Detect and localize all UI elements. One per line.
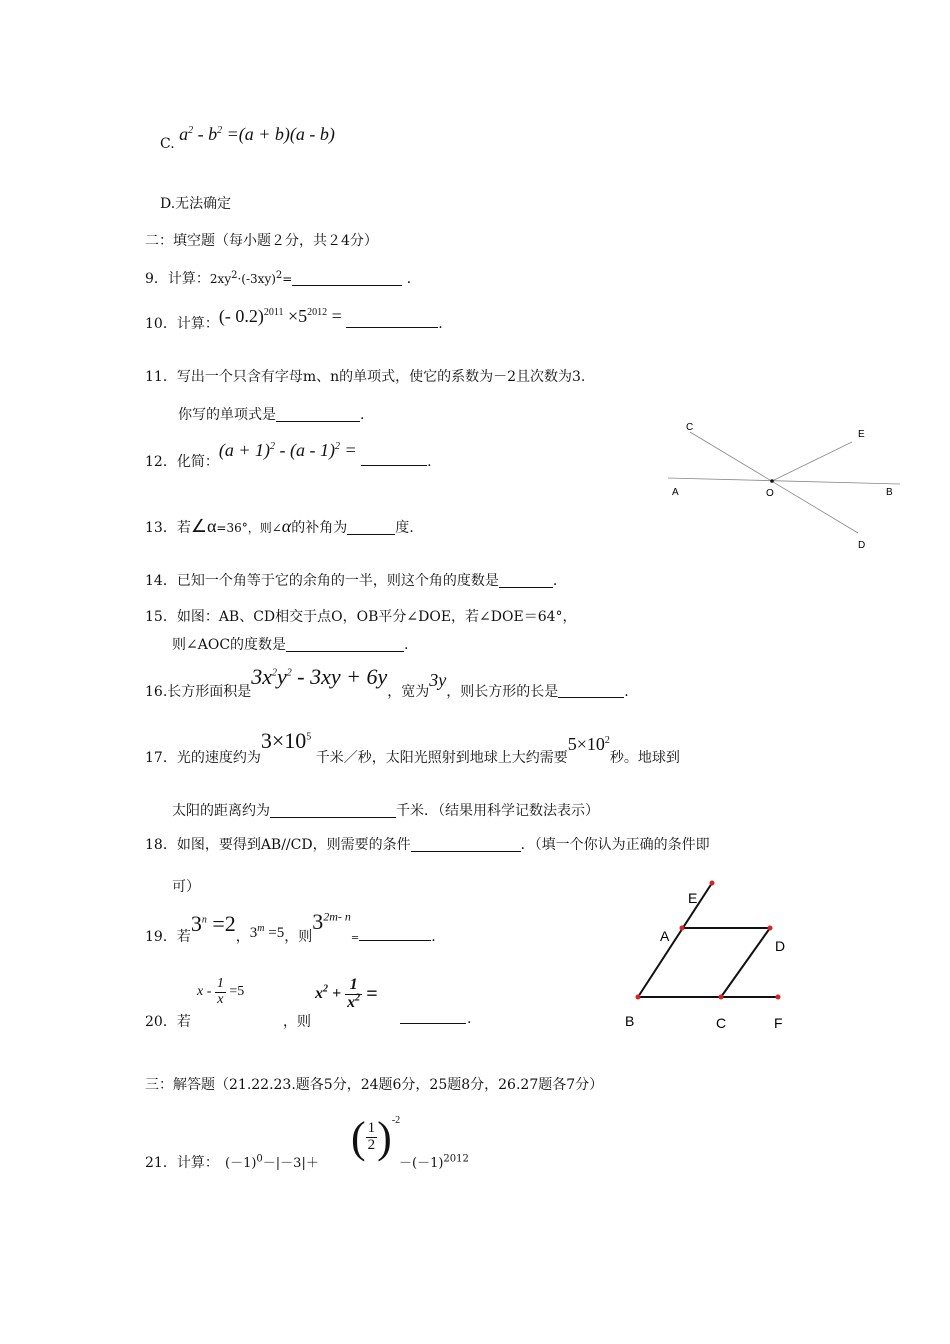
q17-mid: 千米／秒，太阳光照射到地球上大约需要 xyxy=(315,750,568,766)
figure-parallelogram xyxy=(620,875,820,1035)
q21-part1: $(-1)^0-|-3|+$ xyxy=(225,1153,319,1171)
q21-part2: $-(-1)^{2012}$ xyxy=(399,1153,469,1171)
point-o xyxy=(770,479,774,483)
q13-angle: ∠α xyxy=(190,516,217,536)
q12-expr: $(a + 1)^2 - (a - 1)^2$ = xyxy=(218,440,357,460)
q9-end: ． xyxy=(406,271,421,287)
q10-answer-blank[interactable] xyxy=(346,313,438,328)
q15-answer-blank[interactable] xyxy=(286,637,404,652)
q19-pre: 19．若 xyxy=(145,929,191,945)
question-15-line-2 xyxy=(172,634,408,654)
question-17 xyxy=(145,728,680,767)
question-18 xyxy=(145,834,710,854)
q17-line2-pre: 太阳的距离约为 xyxy=(172,803,270,819)
line-ab xyxy=(668,478,900,484)
fig1-label-a: A xyxy=(672,487,679,498)
q16-mid: ，宽为 xyxy=(387,684,430,700)
q12-end: . xyxy=(427,454,432,470)
q17-answer-blank[interactable] xyxy=(270,803,396,818)
question-14 xyxy=(145,570,557,590)
q10-expr: (- $0.2)^{2011} \times 5^{2012}$ = xyxy=(218,306,342,326)
q19-mid: ，则 xyxy=(284,929,313,945)
line-be xyxy=(638,883,712,997)
fig1-label-e: E xyxy=(858,429,865,440)
q11-answer-blank[interactable] xyxy=(276,407,360,422)
q14-text: 14．已知一个角等于它的余角的一半，则这个角的度数是 xyxy=(145,573,499,589)
q17-time: $5\times 10^2$ xyxy=(567,734,610,754)
fig2-label-b: B xyxy=(625,1013,635,1029)
question-15-line-1: 15．如图：AB、CD相交于点O，OB平分∠DOE，若∠DOE＝64°， xyxy=(145,609,577,625)
q17-line2-end: 千米．（结果用科学记数法表示） xyxy=(396,803,599,819)
q21-half-power: ( $\frac{1}{2}$ )$^{-2}$ xyxy=(351,1113,401,1162)
q20-answer-blank[interactable] xyxy=(400,1009,466,1024)
point-e xyxy=(710,881,715,886)
q20-pre: 20．若 xyxy=(145,1014,191,1030)
question-18-line-2: 可） xyxy=(172,879,200,895)
ray-oe xyxy=(772,442,852,481)
q12-answer-blank[interactable] xyxy=(361,451,427,466)
option-d: D.无法确定 xyxy=(160,196,232,212)
q16-expr: $3x^2y^2 - 3xy + 6y$ xyxy=(251,664,388,689)
q18-pre: 18．如图，要得到AB//CD，则需要的条件 xyxy=(145,837,411,853)
fig1-label-d: D xyxy=(858,540,866,551)
q19-end: . xyxy=(431,929,436,945)
figure-intersecting-lines xyxy=(660,415,905,555)
q19-e1: $3^n =2$ xyxy=(190,911,236,936)
question-9 xyxy=(145,268,421,288)
question-10 xyxy=(145,306,443,333)
q16-width: 3y xyxy=(429,670,447,690)
q17-speed: $3\times 10^5$ xyxy=(260,728,312,753)
option-c-label: C. xyxy=(160,136,175,152)
q19-eq: = xyxy=(350,933,360,944)
q19-e2: $3^m =5$ xyxy=(249,923,285,941)
point-f xyxy=(776,995,781,1000)
q20-condition: x - $\frac{1}{x}$ =5 xyxy=(197,976,245,1007)
q16-answer-blank[interactable] xyxy=(558,683,624,698)
q13-end: 度. xyxy=(395,520,414,536)
point-b xyxy=(636,995,641,1000)
q11-prompt: 你写的单项式是 xyxy=(178,407,276,423)
q9-answer-blank[interactable] xyxy=(292,271,402,286)
question-16 xyxy=(145,664,629,701)
q11-end: . xyxy=(360,407,365,423)
q16-end: . xyxy=(624,684,629,700)
fig1-label-o: O xyxy=(766,488,774,499)
q17-pre: 17．光的速度约为 xyxy=(145,750,261,766)
q9-label: 9．计算： xyxy=(145,271,210,287)
q13-post: 的补角为 xyxy=(291,520,348,536)
question-12 xyxy=(145,440,432,471)
q12-label: 12．化简： xyxy=(145,454,219,470)
q20-end: . xyxy=(467,1011,472,1027)
q19-answer-blank[interactable] xyxy=(359,926,431,941)
q19-comma: ， xyxy=(235,929,250,945)
option-c xyxy=(160,124,335,152)
q13-pre: 13．若 xyxy=(145,520,191,536)
q16-post: ，则长方形的长是 xyxy=(446,684,559,700)
fig2-label-e: E xyxy=(688,890,698,906)
section-2-title: 二：填空题（每小题２分，共２4分） xyxy=(145,233,378,249)
q9-expr: $2xy^2\cdot(-3xy)^2=$ xyxy=(209,270,293,286)
q10-end: . xyxy=(438,316,443,332)
section-3-title: 三：解答题（21.22.23.题各5分，24题6分，25题8分，26.27题各7分） xyxy=(145,1077,604,1093)
q15-prompt: 则∠AOC的度数是 xyxy=(172,637,287,653)
q14-answer-blank[interactable] xyxy=(499,573,553,588)
fig1-label-b: B xyxy=(886,487,893,498)
q20-expr: $x^2$ + $\frac{1}{x^2}$ = xyxy=(315,976,378,1011)
fig1-label-c: C xyxy=(686,422,694,433)
point-a xyxy=(680,926,685,931)
question-19 xyxy=(145,909,436,946)
question-17-line-2 xyxy=(172,800,599,820)
option-c-formula: $a^2 - b^2 =(a + b)(a - b)$ xyxy=(179,124,335,144)
line-dc xyxy=(721,928,770,997)
q10-label: 10．计算： xyxy=(145,316,219,332)
q21-label: 21．计算： xyxy=(145,1155,219,1171)
q17-post: 秒。地球到 xyxy=(609,750,680,766)
fig2-label-c: C xyxy=(716,1015,727,1031)
q14-end: . xyxy=(552,573,558,589)
q19-e3: $3^{2m- n}$ xyxy=(312,909,351,934)
fig2-label-a: A xyxy=(660,928,670,944)
q18-answer-blank[interactable] xyxy=(411,837,521,852)
q20-mid: ，则 xyxy=(283,1014,311,1030)
question-11-line-1: 11．写出一个只含有字母m、n的单项式，使它的系数为－2且次数为3. xyxy=(145,369,586,385)
q13-answer-blank[interactable] xyxy=(347,520,395,535)
fig2-label-d: D xyxy=(775,938,786,954)
q13-mid: =36°，则∠ xyxy=(216,521,282,535)
fig2-label-f: F xyxy=(774,1015,783,1031)
q13-alpha: α xyxy=(281,516,292,536)
question-11-line-2 xyxy=(178,404,364,424)
question-13 xyxy=(145,516,414,537)
q16-pre: 16.长方形面积是 xyxy=(145,684,252,700)
point-d xyxy=(768,926,773,931)
point-c xyxy=(719,995,724,1000)
q18-end: ．（填一个你认为正确的条件即 xyxy=(520,837,710,853)
q15-end: . xyxy=(404,637,409,653)
